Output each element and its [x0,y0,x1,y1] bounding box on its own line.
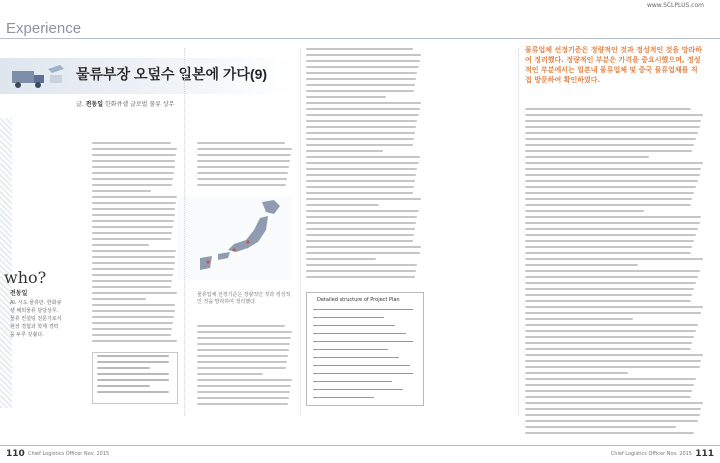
text-line [525,270,700,272]
text-line [525,318,633,320]
text-line [306,216,417,218]
article-title: 물류부장 오덮수 일본에 가다(9) [76,66,268,82]
text-line [306,264,417,266]
project-plan-title: Detailed structure of Project Plan [317,297,400,303]
text-line [197,349,289,351]
footer-rule [0,445,720,446]
text-line [525,312,701,314]
text-line [306,204,379,206]
form-row [313,389,403,390]
author-affiliation: 한화큐셀 글로벌 물류 상무 [104,101,175,108]
footnote-box [92,352,178,404]
text-line [92,298,146,300]
text-line [525,210,644,212]
text-line [306,90,414,92]
text-line [525,384,694,386]
text-line [525,306,703,308]
form-row [313,333,406,334]
text-line [306,186,414,188]
text-line [306,258,376,260]
page-number-right: 111 [695,449,714,459]
text-line [92,250,176,252]
text-line [92,238,171,240]
text-line [92,316,174,318]
author-name-sidebar: 전동일 [10,290,28,297]
body-column-2-bottom [197,325,293,410]
form-row [313,325,395,326]
text-line [92,334,171,336]
text-line [92,280,172,282]
footnote-line [97,367,150,369]
text-line [525,138,696,140]
text-line [525,156,649,158]
text-line [92,328,172,330]
map-caption: 물류업체 선정기준은 정량적인 것과 정성적인 것을 망라하여 정리했다. [197,292,291,305]
text-line [525,360,701,362]
page-number-left: 110 [6,449,25,459]
magazine-name-right: Chief Logistics Officer Nov. 2015 [610,451,692,457]
form-row [313,357,399,358]
text-line [306,96,386,98]
form-row [313,365,410,366]
text-line [525,120,701,122]
text-line [92,268,174,270]
project-plan-figure [306,292,424,406]
text-line [306,48,413,50]
text-line [92,166,175,168]
text-line [525,168,701,170]
text-line [306,66,419,68]
column-divider [184,48,185,416]
text-line [306,234,414,236]
text-line [306,252,420,254]
text-line [306,144,413,146]
text-line [92,310,175,312]
text-line [92,244,149,246]
text-line [306,198,421,200]
text-line [525,402,703,404]
text-line [306,54,421,56]
japan-map-figure [178,196,292,280]
form-row [313,373,413,374]
text-line [92,160,175,162]
text-line [525,258,703,260]
logistics-illustration-icon [10,61,66,93]
text-line [306,132,415,134]
sidebar-pattern [0,118,12,408]
footnote-line [97,355,169,357]
text-line [525,132,698,134]
text-line [306,102,421,104]
text-line [525,432,694,434]
text-line [525,276,698,278]
form-row [313,381,392,382]
text-line [306,180,415,182]
text-line [525,204,691,206]
text-line [92,190,151,192]
text-line [197,331,292,333]
text-line [197,397,289,399]
text-line [525,264,638,266]
author-bio: Al. 서도 물류만. 한화큐셀 해외물류 담당상무. 물류 컨설팅 전문가로서 현장 경험과 학계 경력을 두루 갖췄다. [10,300,62,338]
text-line [525,282,696,284]
text-line [525,216,701,218]
text-line [306,114,419,116]
text-line [525,222,700,224]
author-name: 전동일 [85,101,104,108]
text-line [525,174,700,176]
text-line [197,160,290,162]
text-line [306,174,416,176]
text-line [92,262,175,264]
page-footer [0,445,720,463]
text-line [197,166,289,168]
text-line [306,210,419,212]
body-column-2 [197,142,293,192]
text-line [306,246,421,248]
text-line [525,294,692,296]
text-line [197,184,286,186]
text-line [197,361,287,363]
text-line [306,108,420,110]
column-divider [518,48,519,416]
footnote-line [97,379,169,381]
text-line [525,342,692,344]
text-line [306,150,383,152]
text-line [525,300,691,302]
text-line [197,325,285,327]
text-line [525,246,692,248]
text-line [197,403,288,405]
text-line [525,198,692,200]
pull-quote: 물류업체 선정기준은 정량적인 것과 정성적인 것을 망라하여 정리했다. 정량적인 부분은 가격을 중요시했으며, 정성적인 부분에서는 일본내 물류업체 및 중국 물류업체를 직접 방문하여 확인하였다. [525,46,702,84]
text-line [525,186,696,188]
text-line [92,178,173,180]
text-line [92,256,175,258]
text-line [197,337,291,339]
text-line [92,172,174,174]
text-line [306,168,417,170]
text-line [197,373,263,375]
text-line [525,252,691,254]
text-line [525,426,676,428]
text-line [92,232,172,234]
text-line [525,240,694,242]
text-line [306,270,416,272]
form-row [313,397,374,398]
text-line [306,222,416,224]
text-line [92,142,171,144]
text-line [197,142,285,144]
text-line [525,366,700,368]
text-line [306,162,419,164]
text-line [92,214,175,216]
who-label: who? [4,268,47,287]
text-line [92,196,177,198]
text-line [525,324,698,326]
text-line [525,372,628,374]
text-line [525,414,700,416]
text-line [306,192,413,194]
text-line [197,172,288,174]
text-line [525,420,698,422]
text-line [197,343,290,345]
site-url: www.SCLPLUS.com [646,2,704,9]
text-line [525,288,694,290]
text-line [525,144,694,146]
text-line [525,336,694,338]
body-column-1 [92,142,178,348]
text-line [525,330,696,332]
text-line [197,391,290,393]
text-line [525,228,698,230]
text-line [197,385,291,387]
text-line [306,228,415,230]
footnote-line [97,391,169,393]
text-line [92,154,176,156]
text-line [92,286,171,288]
text-line [525,114,703,116]
body-column-4 [525,108,705,438]
text-line [306,156,420,158]
text-line [525,192,694,194]
form-row [313,309,413,310]
text-line [525,126,700,128]
text-line [92,148,177,150]
text-line [92,304,175,306]
text-line [306,60,420,62]
text-line [197,178,287,180]
text-line [197,148,292,150]
form-row [313,341,413,342]
text-line [92,292,177,294]
header-rule [0,38,720,39]
text-line [306,84,415,86]
section-title: Experience [6,20,82,37]
text-line [525,396,691,398]
text-line [525,234,696,236]
text-line [92,220,174,222]
text-line [525,108,691,110]
text-line [525,348,691,350]
text-line [306,72,417,74]
magazine-name-left: Chief Logistics Officer Nov. 2015 [28,451,110,457]
byline [76,99,174,108]
body-column-3 [306,48,422,286]
text-line [197,367,286,369]
text-line [525,180,698,182]
text-line [525,378,696,380]
text-line [92,184,172,186]
text-line [525,390,692,392]
form-row [313,349,388,350]
text-line [306,120,417,122]
text-line [197,154,291,156]
text-line [92,274,173,276]
form-row [313,317,384,318]
text-line [306,240,413,242]
japan-map-icon [178,196,292,280]
text-line [525,162,703,164]
text-line [306,138,414,140]
text-line [525,354,703,356]
text-line [197,355,288,357]
text-line [92,322,173,324]
text-line [197,379,292,381]
text-line [92,202,176,204]
text-line [306,126,416,128]
text-line [525,150,692,152]
text-line [92,208,175,210]
byline-prefix: 글. [76,101,84,108]
footnote-line [97,373,169,375]
text-line [92,226,173,228]
text-line [306,276,415,278]
footnote-line [97,385,150,387]
text-line [92,340,177,342]
column-divider [300,48,301,416]
text-line [306,78,416,80]
footnote-line [97,361,169,363]
text-line [525,408,701,410]
